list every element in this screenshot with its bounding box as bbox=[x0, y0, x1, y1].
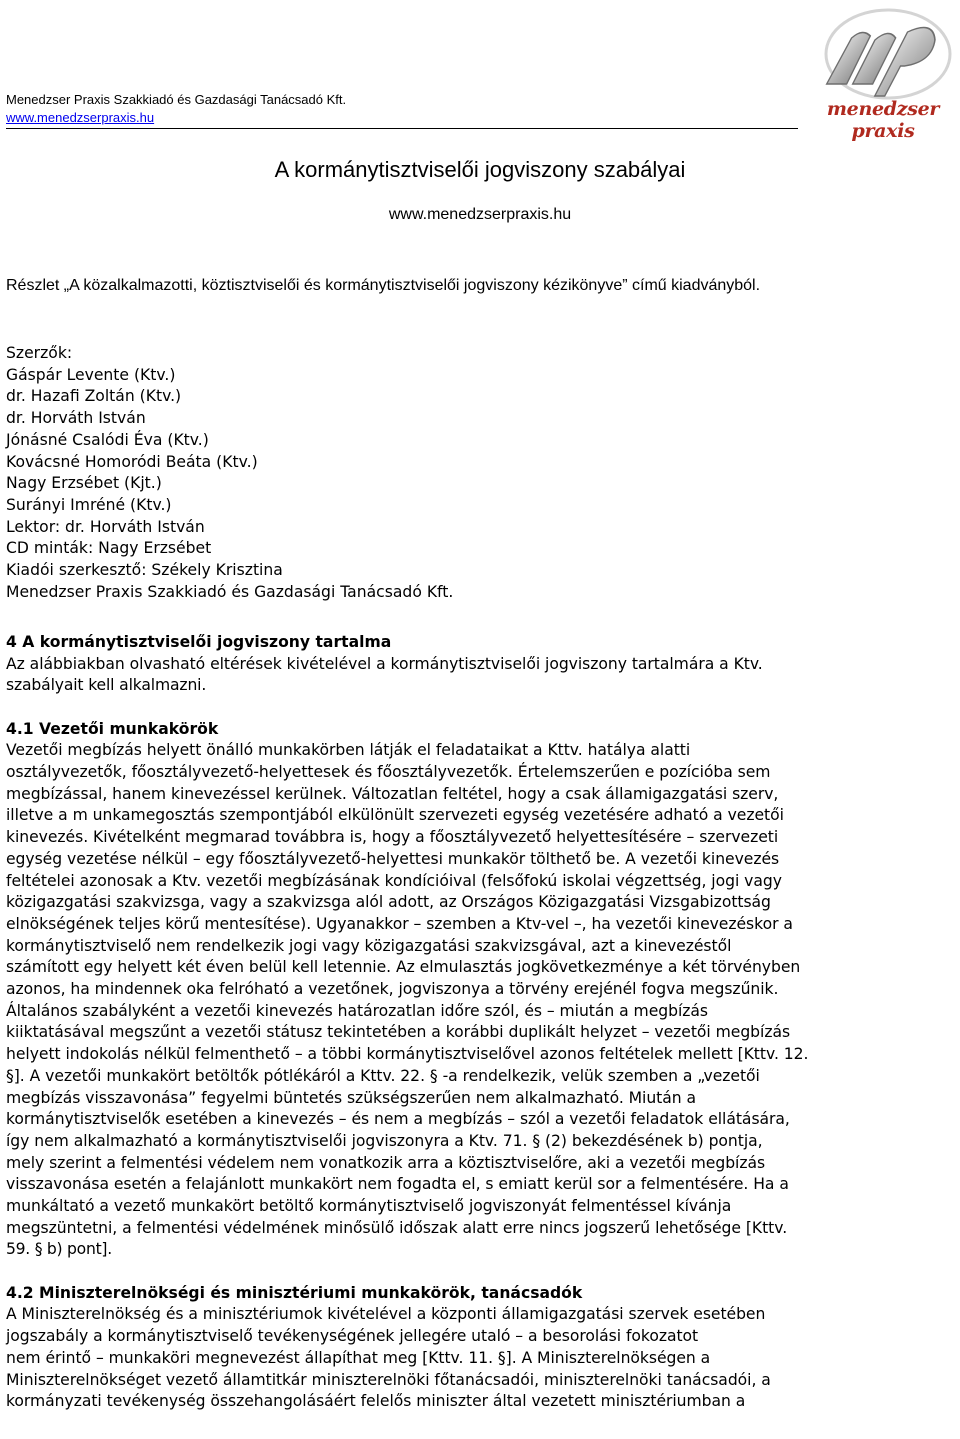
paragraph-line: számított egy helyett két éven belül kell letennie. Az elmulasztás jogkövetkezménye a két törvényben bbox=[6, 958, 801, 977]
section-heading: 4 A kormánytisztviselői jogviszony tartalma bbox=[6, 633, 392, 651]
paragraph-line: illetve a m unkamegosztás szempontjából elkülönült szervezeti egység vezetésére adható a vezetői bbox=[6, 806, 784, 825]
paragraph-line: jogszabály a kormánytisztviselő tevékenységének jellegére utaló – a besorolási fokozatot bbox=[6, 1327, 699, 1346]
paragraph-line: Miniszterelnökséget vezető államtitkár miniszterelnöki főtanácsadói, miniszterelnöki tanácsadói, a bbox=[6, 1370, 771, 1389]
document-body bbox=[6, 632, 960, 1413]
paragraph-line: visszavonása esetén a felajánlott munkakört nem fogadta el, s emiatt kerül sor a felmentésére. Ha a bbox=[6, 1175, 789, 1194]
paragraph-line: azonos, ha mindennek oka felróható a vezetőnek, jogviszonya a törvény erejénél fogva megszűnik. bbox=[6, 980, 779, 999]
credits-line: Nagy Erzsébet (Kjt.) bbox=[6, 474, 162, 493]
paragraph-line: §]. A vezetői munkakört betöltők pótlékáról a Kttv. 22. § -a rendelkezik, velük szemben a „vezetői bbox=[6, 1066, 760, 1085]
paragraph-line: A Miniszterelnökség és a minisztériumok kivételével a központi államigazgatási szervek esetében bbox=[6, 1305, 766, 1324]
section-heading: 4.2 Miniszterelnökségi és minisztériumi munkakörök, tanácsadók bbox=[6, 1283, 583, 1302]
site-url: www.menedzserpraxis.hu bbox=[388, 206, 572, 223]
credits-line: Lektor: dr. Horváth István bbox=[6, 517, 205, 536]
section-paragraph bbox=[6, 654, 960, 697]
mp-logo-mark bbox=[808, 6, 958, 102]
section-4-1 bbox=[6, 719, 960, 1262]
paragraph-line: szabályait kell alkalmazni. bbox=[6, 676, 207, 695]
paragraph-line: Az alábbiakban olvasható eltérések kivételével a kormánytisztviselői jogviszony tartalmára a Ktv. bbox=[6, 654, 763, 673]
paragraph-line: Vezetői megbízás helyett önálló munkakörben látják el feladataikat a Kttv. hatálya alatti bbox=[6, 741, 691, 760]
header-company-name: Menedzser Praxis Szakkiadó és Gazdasági Tanácsadó Kft. bbox=[6, 92, 347, 107]
section-4 bbox=[6, 632, 960, 697]
credits-line: dr. Horváth István bbox=[6, 409, 146, 428]
section-paragraph bbox=[6, 740, 960, 1261]
header-website-link[interactable]: www.menedzserpraxis.hu bbox=[6, 110, 155, 125]
credits-line: Jónásné Csalódi Éva (Ktv.) bbox=[6, 430, 209, 449]
paragraph-line: mely szerint a felmentési védelem nem vonatkozik arra a köztisztviselőre, aki a vezetői megbízás bbox=[6, 1153, 766, 1172]
paragraph-line: munkáltató a vezető munkakört betöltő kormánytisztviselő jogviszonyát felmentéssel kívánja bbox=[6, 1197, 732, 1216]
paragraph-line: helyett indokolás nélkül felmenthető – a többi kormánytisztviselővel azonos feltételek mellett [Kttv. 12. bbox=[6, 1045, 809, 1064]
intro-text: Részlet „A közalkalmazotti, köztisztviselői és kormánytisztviselői jogviszony kézikönyve” című kiadványból. bbox=[6, 277, 761, 294]
logo-text: menedzser praxis bbox=[826, 98, 940, 142]
paragraph-line: elnökségének teljes körű mentesítése). Ugyanakkor – szemben a Ktv-vel –, ha vezetői kinevezéskor a bbox=[6, 914, 793, 933]
credits-line: Gáspár Levente (Ktv.) bbox=[6, 365, 176, 384]
paragraph-line: osztályvezetők, főosztályvezető-helyettesek és főosztályvezetők. Értelemszerűen e pozícióba sem bbox=[6, 763, 771, 782]
paragraph-line: kormánytisztviselők esetében a kinevezés – és nem a megbízás – szól a vezetői feladatok ellátására, bbox=[6, 1110, 790, 1129]
paragraph-line: megbízás visszavonása” fegyelmi büntetés szükségszerűen nem alkalmazható. Miután a bbox=[6, 1088, 696, 1107]
paragraph-line: kormánytisztviselő nem rendelkezik jogi vagy közigazgatási szakvizsgával, azt a kinevezéstől bbox=[6, 936, 732, 955]
credits-line: dr. Hazafi Zoltán (Ktv.) bbox=[6, 387, 182, 406]
menedzser-praxis-logo bbox=[808, 6, 958, 142]
section-4-2 bbox=[6, 1283, 960, 1413]
section-paragraph bbox=[6, 1304, 960, 1413]
paragraph-line: feltételei azonosak a Ktv. vezetői megbízásának kondícióival (felsőfokú iskolai végzettség, jogi vagy bbox=[6, 871, 782, 890]
paragraph-line: megbízással, hanem kinevezéssel kerülnek. Változatlan feltétel, hogy a csak államigazgatási szerv, bbox=[6, 784, 779, 803]
credits-line: Kiadói szerkesztő: Székely Krisztina bbox=[6, 561, 283, 580]
paragraph-line: kiiktatásával megszűnt a vezetői státusz tekintetében a korábbi duplikált helyzet – vezetői megbízás bbox=[6, 1023, 791, 1042]
credits-line: Surányi Imréné (Ktv.) bbox=[6, 495, 172, 514]
paragraph-line: egység vezetése nélkül – egy főosztályvezető-helyettesi munkakör tölthető be. A vezetői kinevezés bbox=[6, 849, 780, 868]
paragraph-line: közigazgatási szakvizsga, vagy a szakvizsga alól adott, az Országos Közigazgatási Vizsgabizottság bbox=[6, 893, 771, 912]
paragraph-line: megszüntetni, a felmentési védelmének minősülő időszak alatt erre nincs jogszerű lehetősége [Kttv. bbox=[6, 1218, 788, 1237]
paragraph-line: így nem alkalmazható a kormánytisztviselői jogviszonyra a Ktv. 71. § (2) bekezdésének b) pontja, bbox=[6, 1131, 763, 1150]
header-divider bbox=[6, 128, 798, 129]
credits-block bbox=[6, 343, 906, 603]
paragraph-line: kinevezés. Kivételként megmarad továbbra is, hogy a főosztályvezető helyettesítésére – szervezeti bbox=[6, 828, 779, 847]
document-title: A kormánytisztviselői jogviszony szabályai bbox=[274, 157, 686, 182]
paragraph-line: 59. § b) pont]. bbox=[6, 1240, 112, 1259]
credits-line: Kovácsné Homoródi Beáta (Ktv.) bbox=[6, 452, 258, 471]
credits-line: Szerzők: bbox=[6, 344, 73, 362]
credits-line: Menedzser Praxis Szakkiadó és Gazdasági Tanácsadó Kft. bbox=[6, 582, 454, 601]
credits-line: CD minták: Nagy Erzsébet bbox=[6, 539, 212, 558]
paragraph-line: kormányzati tevékenység összehangolásáért felelős miniszter által vezetett minisztériumban a bbox=[6, 1392, 746, 1411]
section-heading: 4.1 Vezetői munkakörök bbox=[6, 719, 219, 738]
paragraph-line: nem érintő – munkaköri megnevezést állapíthat meg [Kttv. 11. §]. A Miniszterelnökségen a bbox=[6, 1348, 711, 1367]
paragraph-line: Általános szabályként a vezetői kinevezés határozatlan időre szól, és – miután a megbízás bbox=[6, 1001, 708, 1020]
